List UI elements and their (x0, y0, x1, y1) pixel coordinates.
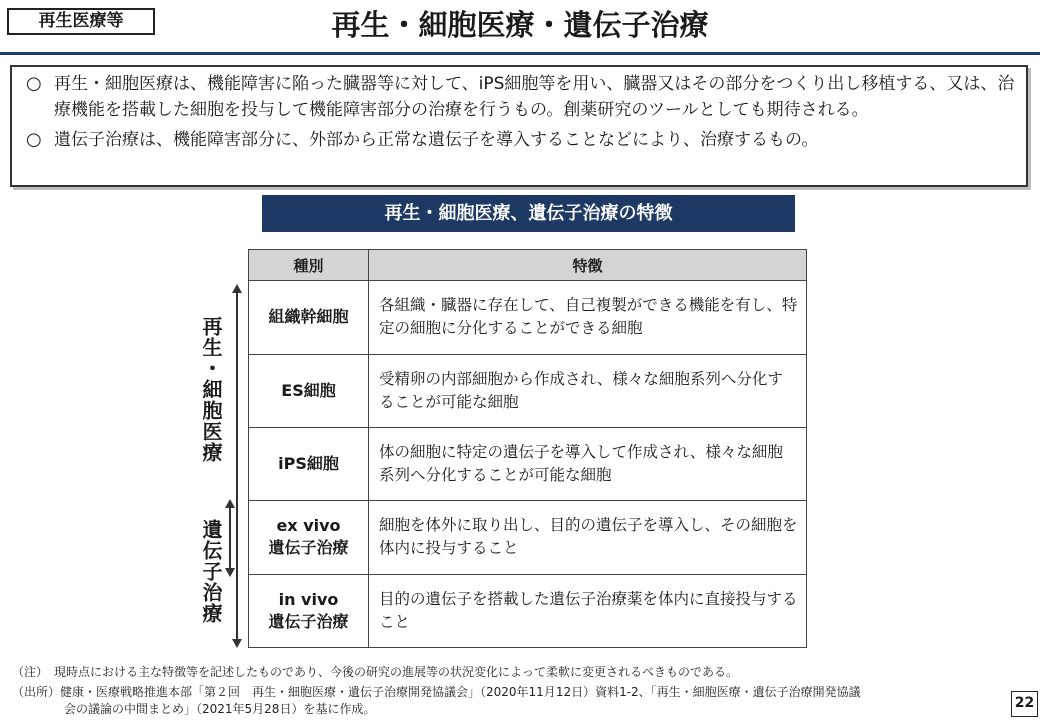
intro-box (10, 65, 1028, 187)
title-divider (0, 52, 1040, 55)
features-banner: 再生・細胞医療、遺伝子治療の特徴 (262, 195, 795, 232)
row-type: 組織幹細胞 (249, 281, 369, 354)
intro-bullet-text: 再生・細胞医療は、機能障害に陥った臓器等に対して、iPS細胞等を用い、臓器又はその部分をつくり出し移植する、又は、治療機能を搭載した細胞を投与して機能障害部分の治療を行うもの。創薬研究のツールとしても期待される。 (54, 74, 1015, 120)
header-feature: 特徴 (369, 250, 807, 281)
section-label: 再生医療等 (7, 8, 155, 35)
page-number: 22 (1011, 691, 1038, 717)
table-row (249, 574, 807, 647)
table-row (249, 501, 807, 574)
intro-bullet-text: 遺伝子治療は、機能障害部分に、外部から正常な遺伝子を導入することなどにより、治療するもの。 (54, 130, 819, 150)
bullet-circle-icon: ○ (26, 73, 42, 94)
row-feature: 体の細胞に特定の遺伝子を導入して作成され、様々な細胞系列へ分化することが可能な細胞 (369, 427, 807, 500)
gene-arrow-line (229, 507, 231, 569)
bullet-circle-icon: ○ (26, 129, 42, 150)
intro-bullet-gene (26, 127, 1016, 153)
row-type: in vivo 遺伝子治療 (249, 574, 369, 647)
row-type: iPS細胞 (249, 427, 369, 500)
row-feature: 目的の遺伝子を搭載した遺伝子治療薬を体内に直接投与すること (369, 574, 807, 647)
table-row (249, 427, 807, 500)
regen-arrow-line (236, 292, 238, 640)
row-feature: 各組織・臓器に存在して、自己複製ができる機能を有し、特定の細胞に分化することができる細胞 (369, 281, 807, 354)
row-feature: 細胞を体外に取り出し、目的の遺伝子を導入し、その細胞を体内に投与すること (369, 501, 807, 574)
row-type: ex vivo 遺伝子治療 (249, 501, 369, 574)
gene-arrow-bottom-icon (225, 568, 235, 577)
source-line-2: 会の議論の中間まとめ」（2021年5月28日）を基に作成。 (64, 702, 376, 716)
features-table (248, 249, 807, 648)
regen-arrow-bottom-icon (232, 639, 242, 648)
table-row (249, 354, 807, 427)
page-title: 再生・細胞医療・遺伝子治療 (331, 8, 709, 42)
row-type: ES細胞 (249, 354, 369, 427)
source-line-1: （出所）健康・医療戦略推進本部「第２回 再生・細胞医療・遺伝子治療開発協議会」（2020年11月12日）資料1-2、「再生・細胞医療・遺伝子治療開発協議 (12, 685, 861, 699)
footnote: （注） 現時点における主な特徴等を記述したものであり、今後の研究の進展等の状況変化によって柔軟に変更されるべきものである。 (12, 665, 739, 679)
table-header-row (249, 250, 807, 281)
side-label-regen: 再生・細胞医療 (199, 316, 223, 463)
table-row (249, 281, 807, 354)
side-label-gene: 遺伝子治療 (199, 519, 223, 624)
header-type: 種別 (249, 250, 369, 281)
intro-bullet-regen (26, 71, 1016, 123)
row-feature: 受精卵の内部細胞から作成され、様々な細胞系列へ分化することが可能な細胞 (369, 354, 807, 427)
